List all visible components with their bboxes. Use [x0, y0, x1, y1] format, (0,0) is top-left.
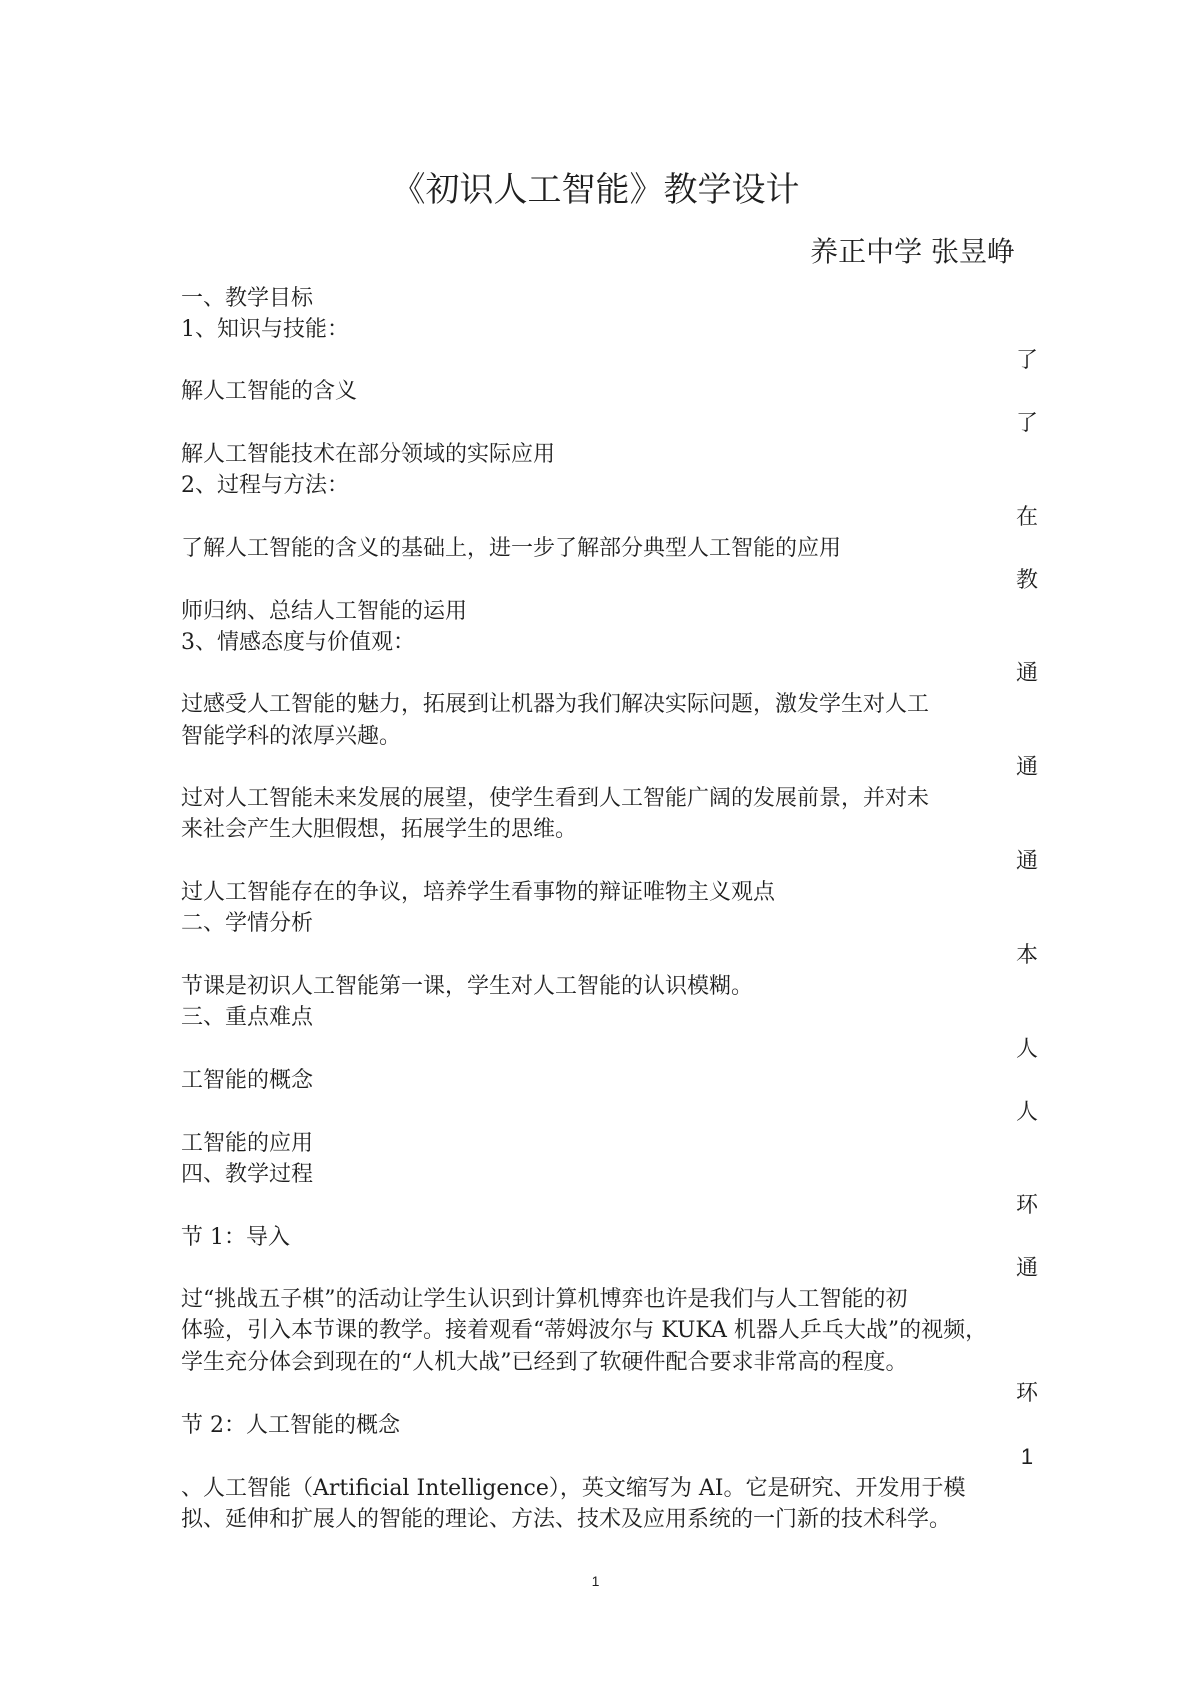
text-line: 体验，引入本节课的教学。接着观看“蒂姆波尔与 KUKA 机器人乒乓大战”的视频， — [181, 1318, 988, 1343]
margin-char: 本 — [1015, 943, 1038, 968]
subheading-process-method: 2、过程与方法： — [181, 473, 349, 498]
text-line: 智能学科的浓厚兴趣。 — [181, 724, 402, 749]
text-line: 工智能的应用 — [181, 1131, 314, 1156]
margin-char: 通 — [1015, 661, 1038, 686]
heading-teaching-goals: 一、教学目标 — [181, 286, 314, 311]
text-line: 工智能的概念 — [181, 1068, 314, 1093]
text-line: 拟、延伸和扩展人的智能的理论、方法、技术及应用系统的一门新的技术科学。 — [181, 1507, 952, 1532]
text-line: 了解人工智能的含义的基础上，进一步了解部分典型人工智能的应用 — [181, 536, 842, 561]
heading-teaching-process: 四、教学过程 — [181, 1162, 314, 1187]
section-concept-heading: 节 2：人工智能的概念 — [181, 1413, 400, 1438]
margin-char: 通 — [1015, 849, 1038, 874]
heading-key-points: 三、重点难点 — [181, 1005, 314, 1030]
text-line: 师归纳、总结人工智能的运用 — [181, 599, 468, 624]
author-line: 养正中学 张昱峥 — [810, 235, 1015, 268]
margin-char: 在 — [1015, 505, 1038, 530]
margin-char: 了 — [1015, 411, 1038, 436]
text-line: 解人工智能的含义 — [181, 379, 358, 404]
margin-char: 通 — [1015, 755, 1038, 780]
text-line: 来社会产生大胆假想，拓展学生的思维。 — [181, 817, 578, 842]
document-title: 《初识人工智能》教学设计 — [391, 170, 800, 210]
text-line: 过“挑战五子棋”的活动让学生认识到计算机博弈也许是我们与人工智能的初 — [181, 1287, 908, 1312]
margin-char: 了 — [1015, 348, 1038, 373]
heading-learner-analysis: 二、学情分析 — [181, 911, 314, 936]
margin-char: 环 — [1015, 1381, 1038, 1406]
text-line: 过感受人工智能的魅力，拓展到让机器为我们解决实际问题，激发学生对人工 — [181, 692, 930, 717]
margin-char: 教 — [1015, 568, 1038, 593]
subheading-knowledge-skills: 1、知识与技能： — [181, 317, 349, 342]
text-line: 节课是初识人工智能第一课，学生对人工智能的认识模糊。 — [181, 974, 754, 999]
margin-char: 1 — [1020, 1444, 1034, 1469]
margin-char: 人 — [1015, 1100, 1038, 1125]
text-line: 、人工智能（Artificial Intelligence），英文缩写为 AI。它是研究、开发用于模 — [181, 1476, 966, 1501]
text-line: 解人工智能技术在部分领域的实际应用 — [181, 442, 556, 467]
text-line: 过对人工智能未来发展的展望，使学生看到人工智能广阔的发展前景，并对未 — [181, 786, 930, 811]
subheading-emotion-values: 3、情感态度与价值观： — [181, 630, 415, 655]
margin-char: 通 — [1015, 1256, 1038, 1281]
section-intro-heading: 节 1：导入 — [181, 1225, 290, 1250]
margin-char: 人 — [1015, 1037, 1038, 1062]
margin-char: 环 — [1015, 1193, 1038, 1218]
text-line: 过人工智能存在的争议，培养学生看事物的辩证唯物主义观点 — [181, 880, 776, 905]
text-line: 学生充分体会到现在的“人机大战”已经到了软硬件配合要求非常高的程度。 — [181, 1350, 908, 1375]
page-number: 1 — [591, 1573, 600, 1589]
